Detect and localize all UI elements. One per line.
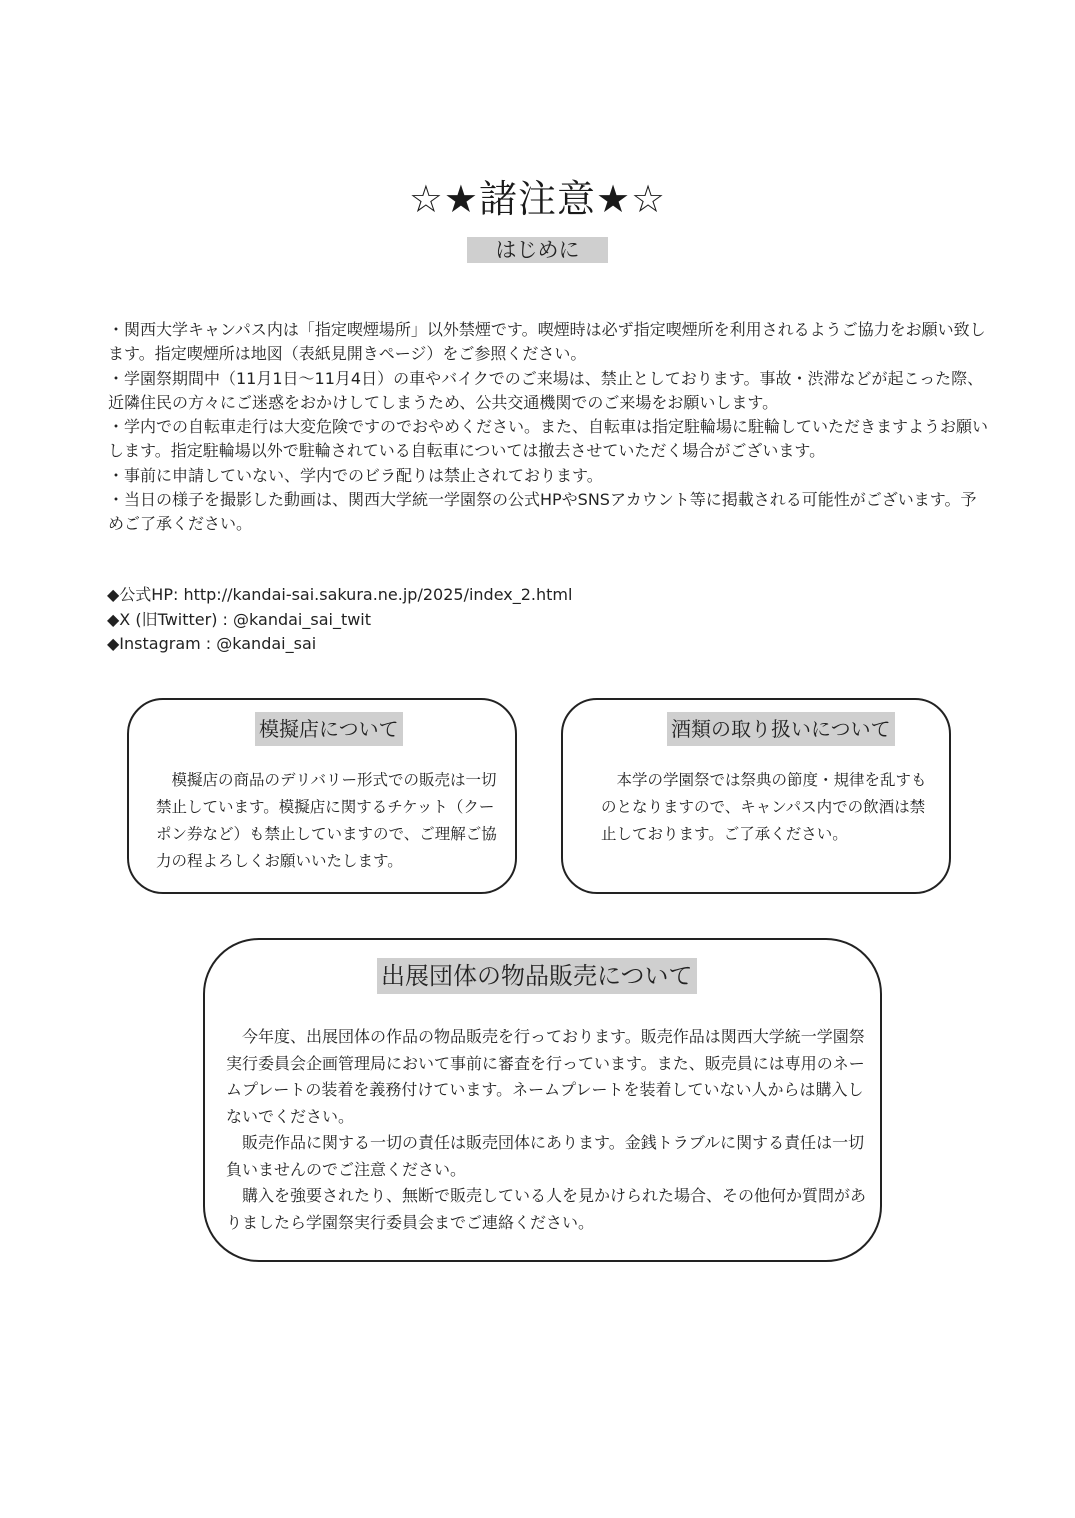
sales-body	[226, 1024, 866, 1236]
sales-paragraph: 購入を強要されたり、無断で販売している人を見かけられた場合、その他何か質問がありましたら学園祭実行委員会までご連絡ください。	[226, 1186, 867, 1232]
official-hp-link[interactable]: ◆公式HP: http://kandai-sai.sakura.ne.jp/2025/index_2.html	[107, 585, 573, 604]
notice-cars: ・学園祭期間中（11月1日〜11月4日）の車やバイクでのご来場は、禁止としております。事故・渋滞などが起こった際、近隣住民の方々にご迷惑をおかけしてしまうため、公共交通機関でのご来場をお願いします。	[108, 368, 984, 412]
alcohol-notice-box	[561, 698, 951, 894]
page-title: ☆★諸注意★☆	[408, 177, 667, 221]
sales-paragraph: 販売作品に関する一切の責任は販売団体にあります。金銭トラブルに関する責任は一切負いませんのでご注意ください。	[226, 1133, 865, 1179]
notice-recording: ・当日の様子を撮影した動画は、関西大学統一学園祭の公式HPやSNSアカウント等に掲載される可能性がございます。予めご了承ください。	[108, 490, 977, 534]
notice-bicycles: ・学内での自転車走行は大変危険ですのでおやめください。また、自転車は指定駐輪場に駐輪していただきますようお願いします。指定駐輪場以外で駐輪されている自転車については撤去させていただく場合がございます。	[108, 417, 989, 461]
instagram-link[interactable]: ◆Instagram : @kandai_sai	[107, 634, 317, 653]
x-twitter-link[interactable]: ◆X (旧Twitter) : @kandai_sai_twit	[107, 609, 372, 629]
sales-notice-box	[203, 938, 882, 1262]
sales-paragraph: 今年度、出展団体の作品の物品販売を行っております。販売作品は関西大学統一学園祭実行委員会企画管理局において事前に審査を行っています。また、販売員には専用のネームプレートの装着を義務付けています。ネームプレートを装着していない人からは購入しないでください。	[226, 1027, 865, 1126]
intro-notices	[108, 318, 988, 537]
alcohol-heading: 酒類の取り扱いについて	[667, 712, 895, 746]
notice-smoking: ・関西大学キャンパス内は「指定喫煙場所」以外禁煙です。喫煙時は必ず指定喫煙所を利用されるようご協力をお願い致します。指定喫煙所は地図（表紙見開きページ）をご参照ください。	[108, 320, 986, 364]
intro-heading: はじめに	[467, 237, 608, 263]
notice-flyers: ・事前に申請していない、学内でのビラ配りは禁止されております。	[108, 465, 603, 485]
mogi-heading: 模擬店について	[255, 712, 403, 746]
mogi-notice-box	[127, 698, 517, 894]
alcohol-body	[601, 767, 931, 848]
mogi-body	[156, 767, 501, 875]
alcohol-paragraph: 本学の学園祭では祭典の節度・規律を乱すものとなりますので、キャンパス内での飲酒は禁止しております。ご了承ください。	[601, 771, 927, 843]
official-links	[107, 583, 807, 657]
mogi-paragraph: 模擬店の商品のデリバリー形式での販売は一切禁止しています。模擬店に関するチケット（クーポン券など）も禁止していますので、ご理解ご協力の程よろしくお願いいたします。	[156, 771, 497, 870]
sales-heading: 出展団体の物品販売について	[377, 958, 697, 994]
